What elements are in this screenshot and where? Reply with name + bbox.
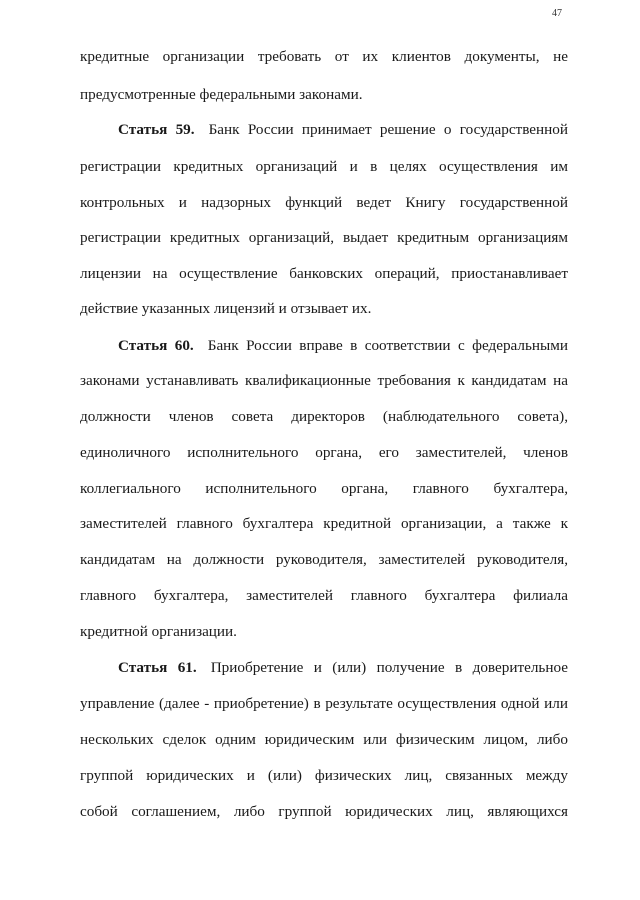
text-line: заместителей главного бухгалтера кредитной организации, а также к bbox=[80, 515, 568, 532]
article-61-heading: Статья 61. bbox=[118, 659, 197, 676]
text-line: управление (далее - приобретение) в результате осуществления одной или bbox=[80, 695, 568, 712]
text-line: нескольких сделок одним юридическим или физическим лицом, либо bbox=[80, 731, 568, 748]
text-line: регистрации кредитных организаций и в целях осуществления им bbox=[80, 158, 568, 175]
text-span: Приобретение и (или) получение в доверительное bbox=[210, 659, 568, 676]
text-span: Банк России принимает решение о государственной bbox=[208, 121, 568, 138]
text-line: коллегиального исполнительного органа, главного бухгалтера, bbox=[80, 480, 568, 497]
text-line: единоличного исполнительного органа, его заместителей, членов bbox=[80, 444, 568, 461]
text-line: контрольных и надзорных функций ведет Книгу государственной bbox=[80, 194, 568, 211]
text-line: кандидатам на должности руководителя, заместителей руководителя, bbox=[80, 551, 568, 568]
article-59-first-line bbox=[118, 120, 568, 140]
article-60-heading: Статья 60. bbox=[118, 337, 194, 354]
text-line: законами устанавливать квалификационные требования к кандидатам на bbox=[80, 372, 568, 389]
text-line: кредитные организации требовать от их клиентов документы, не bbox=[80, 48, 568, 65]
article-61-first-line bbox=[118, 658, 568, 678]
text-line: главного бухгалтера, заместителей главного бухгалтера филиала bbox=[80, 587, 568, 604]
text-line: регистрации кредитных организаций, выдает кредитным организациям bbox=[80, 229, 568, 246]
text-line: группой юридических и (или) физических лиц, связанных между bbox=[80, 767, 568, 784]
text-line: действие указанных лицензий и отзывает их. bbox=[80, 300, 372, 317]
text-span: Банк России вправе в соответствии с федеральными bbox=[207, 337, 568, 354]
page-number: 47 bbox=[552, 8, 562, 19]
text-line: лицензии на осуществление банковских операций, приостанавливает bbox=[80, 265, 568, 282]
text-line: предусмотренные федеральными законами. bbox=[80, 86, 363, 103]
article-59-heading: Статья 59. bbox=[118, 121, 195, 138]
article-60-first-line bbox=[118, 336, 568, 356]
text-line: кредитной организации. bbox=[80, 623, 237, 640]
text-line: собой соглашением, либо группой юридических лиц, являющихся bbox=[80, 803, 568, 820]
text-line: должности членов совета директоров (наблюдательного совета), bbox=[80, 408, 568, 425]
